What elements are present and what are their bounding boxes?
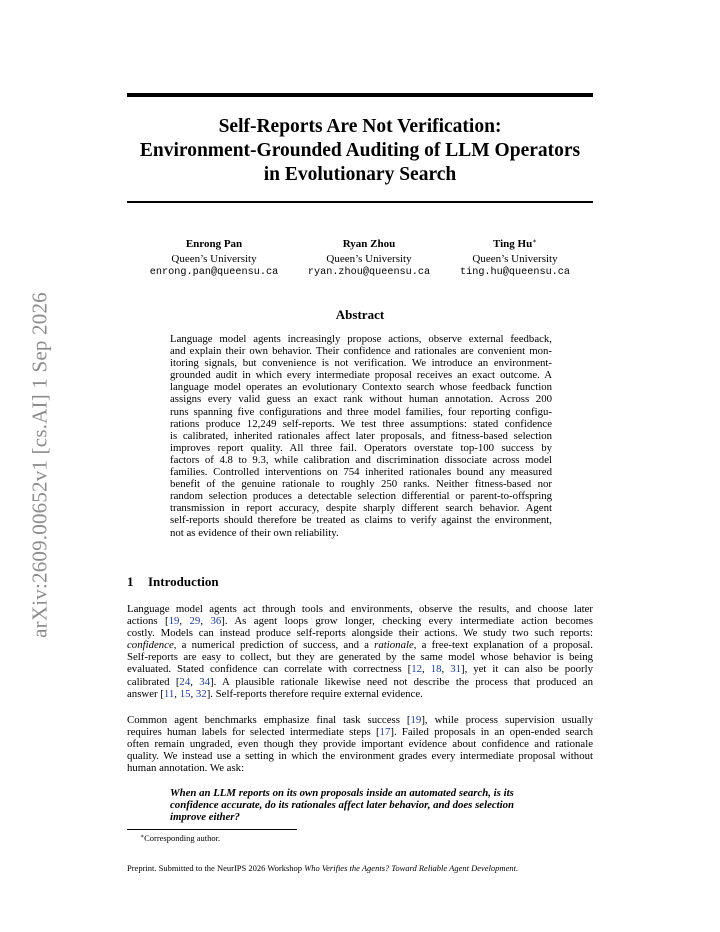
abstract-line: rations produce 12,249 self-reports. We test three assumptions: stated confidence bbox=[170, 417, 552, 430]
citation-link[interactable]: 19 bbox=[410, 714, 422, 726]
abstract-line: benefit of the genuine rationale to roughly 250 ranks. Neither fitness-based nor bbox=[170, 478, 552, 491]
abstract-line: assigns every valid guess an exact rank without human annotation. Across 200 bbox=[170, 393, 552, 406]
author-affiliation: Queen’s University bbox=[326, 252, 412, 265]
question-line: When an LLM reports on its own proposals inside an automated search, is its bbox=[170, 787, 514, 799]
abstract-line: families. Controlled interventions on 754 inherited rationales bound any measured bbox=[170, 466, 552, 479]
author-email: ting.hu@queensu.ca bbox=[459, 267, 571, 278]
text-span: , a numerical prediction of success, and a bbox=[173, 639, 375, 652]
text-line: evaluated. Stated confidence can correlate with correctness [12, 18, 31], yet it can also be poorly bbox=[127, 663, 593, 676]
citation-link[interactable]: 24 bbox=[179, 675, 191, 688]
abstract-line: runs spanning five configurations and three model families, four reporting configu- bbox=[170, 405, 552, 418]
text-line: costly. Models can instead produce self-reports alongside their actions. We study two such reports: bbox=[127, 627, 593, 640]
abstract-line: itoring signals, but convenience is not verification. We introduce an environment- bbox=[170, 357, 552, 370]
footnote-mark: ∗ bbox=[140, 834, 145, 840]
citation-link[interactable]: 12 bbox=[411, 663, 423, 676]
text-span: , a free-text explanation of a proposal. bbox=[413, 639, 593, 652]
citation-link[interactable]: 17 bbox=[379, 726, 391, 739]
abstract-line: random selection produces a detectable selection differential or parent-to-offspring bbox=[170, 490, 552, 503]
abstract-line: not as evidence of their own reliability. bbox=[170, 526, 339, 539]
citation-link[interactable]: 18 bbox=[430, 663, 442, 676]
text-span: , bbox=[200, 615, 211, 628]
section-number: 1 bbox=[127, 574, 134, 589]
question-line: confidence accurate, do its rationales affect later behavior, and does selection bbox=[170, 799, 515, 812]
text-span: requires human labels for selected intermediate steps [ bbox=[127, 726, 380, 739]
abstract-line: improves report quality. All three fail. Operators overstate top-100 success by bbox=[170, 441, 552, 454]
intro-paragraph-1 bbox=[127, 603, 593, 700]
title-line: in Evolutionary Search bbox=[263, 164, 457, 185]
author-block bbox=[308, 234, 430, 281]
footnote-text: Corresponding author. bbox=[144, 833, 221, 843]
author-block bbox=[150, 234, 278, 281]
title-line: Self-Reports Are Not Verification: bbox=[218, 116, 502, 137]
text-span: evaluated. Stated confidence can correlate with correctness [ bbox=[127, 663, 412, 676]
author-email: ryan.zhou@queensu.ca bbox=[307, 267, 431, 278]
abstract-line: self-reports should therefore be treated as claims to verify against the environment, bbox=[170, 514, 552, 527]
abstract-line: transmission in report accuracy, despite sharply different search behavior. Agent bbox=[170, 502, 552, 515]
author-name-text: Enrong Pan bbox=[185, 238, 243, 250]
text-line: Language model agents act through tools and environments, observe the results, and choose later bbox=[127, 603, 593, 615]
citation-link[interactable]: 11 bbox=[163, 687, 175, 700]
text-span: actions [ bbox=[127, 615, 169, 628]
arxiv-identifier: arXiv:2609.00652v1 [cs.AI] 1 Sep 2026 bbox=[27, 292, 52, 638]
abstract-line: grounded audit in which every intermediate proposal receives an exact outcome. A bbox=[170, 369, 552, 382]
author-name bbox=[308, 234, 430, 252]
citation-link[interactable]: 31 bbox=[450, 663, 461, 676]
text-line bbox=[127, 615, 593, 627]
section-title: Introduction bbox=[148, 574, 219, 589]
citation-link[interactable]: 36 bbox=[210, 615, 222, 628]
text-line bbox=[127, 639, 593, 651]
text-line: Self-reports are easy to collect, but they are generated by the same model whose behavior is being bbox=[127, 651, 593, 664]
text-line: calibrated [24, 34]. A plausible rationale likewise need not describe the process that produced an bbox=[127, 675, 593, 688]
abstract-line: language model operates an evolutionary Contexto search whose feedback function bbox=[170, 381, 552, 394]
research-question bbox=[170, 787, 552, 823]
author-name bbox=[150, 234, 278, 252]
citation-link[interactable]: 15 bbox=[179, 687, 191, 700]
abstract-line: is calibrated, inherited rationales affect later proposals, and fitness-based selection bbox=[170, 429, 552, 442]
paper-title bbox=[110, 115, 610, 187]
citation-link[interactable]: 19 bbox=[168, 615, 180, 628]
text-line: quality. We instead use a setting in which the environment grades every intermediate proposal without bbox=[127, 750, 593, 763]
text-line: often remain ungraded, even though they provide important evidence about confidence and rationale bbox=[127, 738, 593, 751]
text-span: ]. A plausible rationale likewise need not describe the process that produced an bbox=[209, 675, 593, 688]
section-heading-introduction bbox=[127, 574, 219, 590]
author-email: enrong.pan@queensu.ca bbox=[149, 267, 279, 278]
text-span: , bbox=[179, 615, 190, 628]
citation-link[interactable]: 32 bbox=[195, 687, 207, 700]
title-top-rule bbox=[127, 93, 593, 97]
text-span: ]. Self-reports therefore require external evidence. bbox=[206, 687, 423, 700]
text-line bbox=[127, 714, 593, 726]
preprint-venue: Who Verifies the Agents? Toward Reliable Agent Development. bbox=[304, 863, 519, 873]
footnote-rule bbox=[127, 829, 297, 830]
author-name-text: Ryan Zhou bbox=[342, 238, 396, 250]
abstract-body bbox=[170, 333, 552, 539]
author-block bbox=[460, 234, 570, 281]
text-span: ], yet it can also be poorly bbox=[460, 663, 593, 676]
text-span: Common agent benchmarks emphasize final task success [ bbox=[127, 714, 411, 726]
text-line: human annotation. We ask: bbox=[127, 762, 245, 775]
text-line bbox=[127, 726, 593, 738]
abstract-heading: Abstract bbox=[335, 307, 385, 322]
preprint-prefix: Preprint. Submitted to the NeurIPS 2026 Workshop bbox=[127, 863, 305, 873]
text-span: rationale bbox=[374, 639, 414, 652]
question-line: improve either? bbox=[170, 811, 240, 824]
title-line: Environment-Grounded Auditing of LLM Operators bbox=[139, 140, 581, 161]
citation-link[interactable]: 34 bbox=[199, 675, 210, 688]
abstract-line: factors of 4.8 to 9.3, while calibration and discrimination dissociate across model bbox=[170, 453, 552, 466]
text-span: confidence bbox=[127, 639, 174, 652]
author-affiliation: Queen’s University bbox=[171, 252, 257, 265]
intro-paragraph-2 bbox=[127, 714, 593, 774]
text-span: ]. Failed proposals in an open-ended search bbox=[390, 726, 593, 739]
footnote bbox=[140, 833, 220, 843]
author-affiliation: Queen’s University bbox=[472, 252, 558, 265]
author-name-text: Ting Hu bbox=[492, 238, 533, 250]
text-span: ], while process supervision usually bbox=[421, 714, 593, 726]
abstract-line: Language model agents increasingly propose actions, observe external feedback, bbox=[170, 333, 552, 345]
author-name bbox=[460, 234, 570, 252]
text-span: ]. As agent loops grow longer, checking every intermediate action becomes bbox=[221, 615, 593, 628]
text-line: answer [11, 15, 32]. Self-reports therefore require external evidence. bbox=[127, 687, 423, 700]
text-span: calibrated [ bbox=[127, 675, 180, 688]
text-span: answer [ bbox=[127, 687, 164, 700]
preprint-notice bbox=[127, 863, 518, 873]
citation-link[interactable]: 29 bbox=[189, 615, 201, 628]
title-bottom-rule bbox=[127, 201, 593, 203]
author-mark: ∗ bbox=[532, 237, 538, 245]
abstract-line: and explain their own behavior. Their confidence and rationales are convenient mon- bbox=[170, 345, 552, 358]
